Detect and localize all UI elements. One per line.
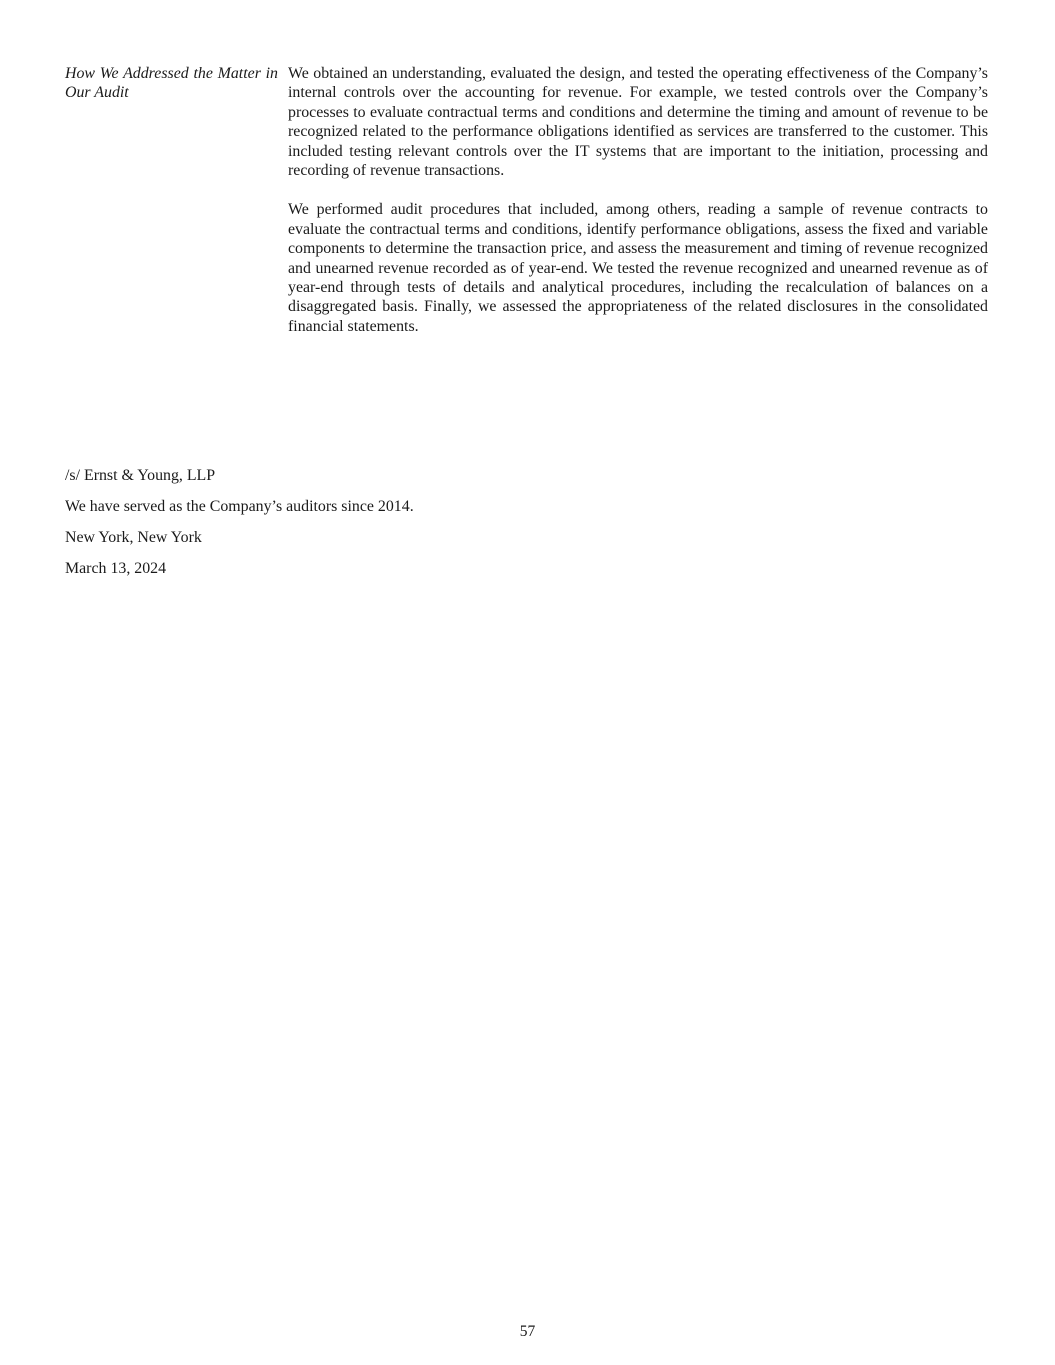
- auditor-tenure-line: We have served as the Company’s auditors since 2014.: [65, 497, 414, 515]
- signature-location: New York, New York: [65, 528, 202, 546]
- signature-date: March 13, 2024: [65, 559, 167, 577]
- audit-matter-label: How We Addressed the Matter in Our Audit: [65, 65, 278, 102]
- audit-matter-paragraph: We performed audit procedures that included, among others, reading a sample of revenue contracts to evaluate the contractual terms and conditions, identify performance obligations, assess the fixed and variable components to determine the transaction price, and assess the measurement and timing of revenue recognized and unearned revenue recorded as of year-end. We tested the revenue recognized and unearned revenue as of year-end through tests of details and analytical procedures, including the recalculation of balances on a disaggregated basis. Finally, we assessed the appropriateness of the related disclosures in the consolidated financial statements.: [288, 201, 988, 335]
- signature-block: [65, 466, 414, 590]
- page-number: 57: [519, 1323, 536, 1340]
- page-footer: [0, 1323, 1055, 1341]
- audit-matter-paragraph: We obtained an understanding, evaluated the design, and tested the operating effectiveness of the Company’s internal controls over the accounting for revenue. For example, we tested controls over the Company’s processes to evaluate contractual terms and conditions and determine the timing and amount of revenue to be recognized related to the performance obligations identified as services are transferred to the customer. This included testing relevant controls over the IT systems that are important to the initiation, processing and recording of revenue transactions.: [288, 65, 988, 180]
- audit-matter-body: [288, 64, 988, 336]
- signature-line: /s/ Ernst & Young, LLP: [65, 467, 216, 484]
- audit-matter-section: [65, 64, 988, 336]
